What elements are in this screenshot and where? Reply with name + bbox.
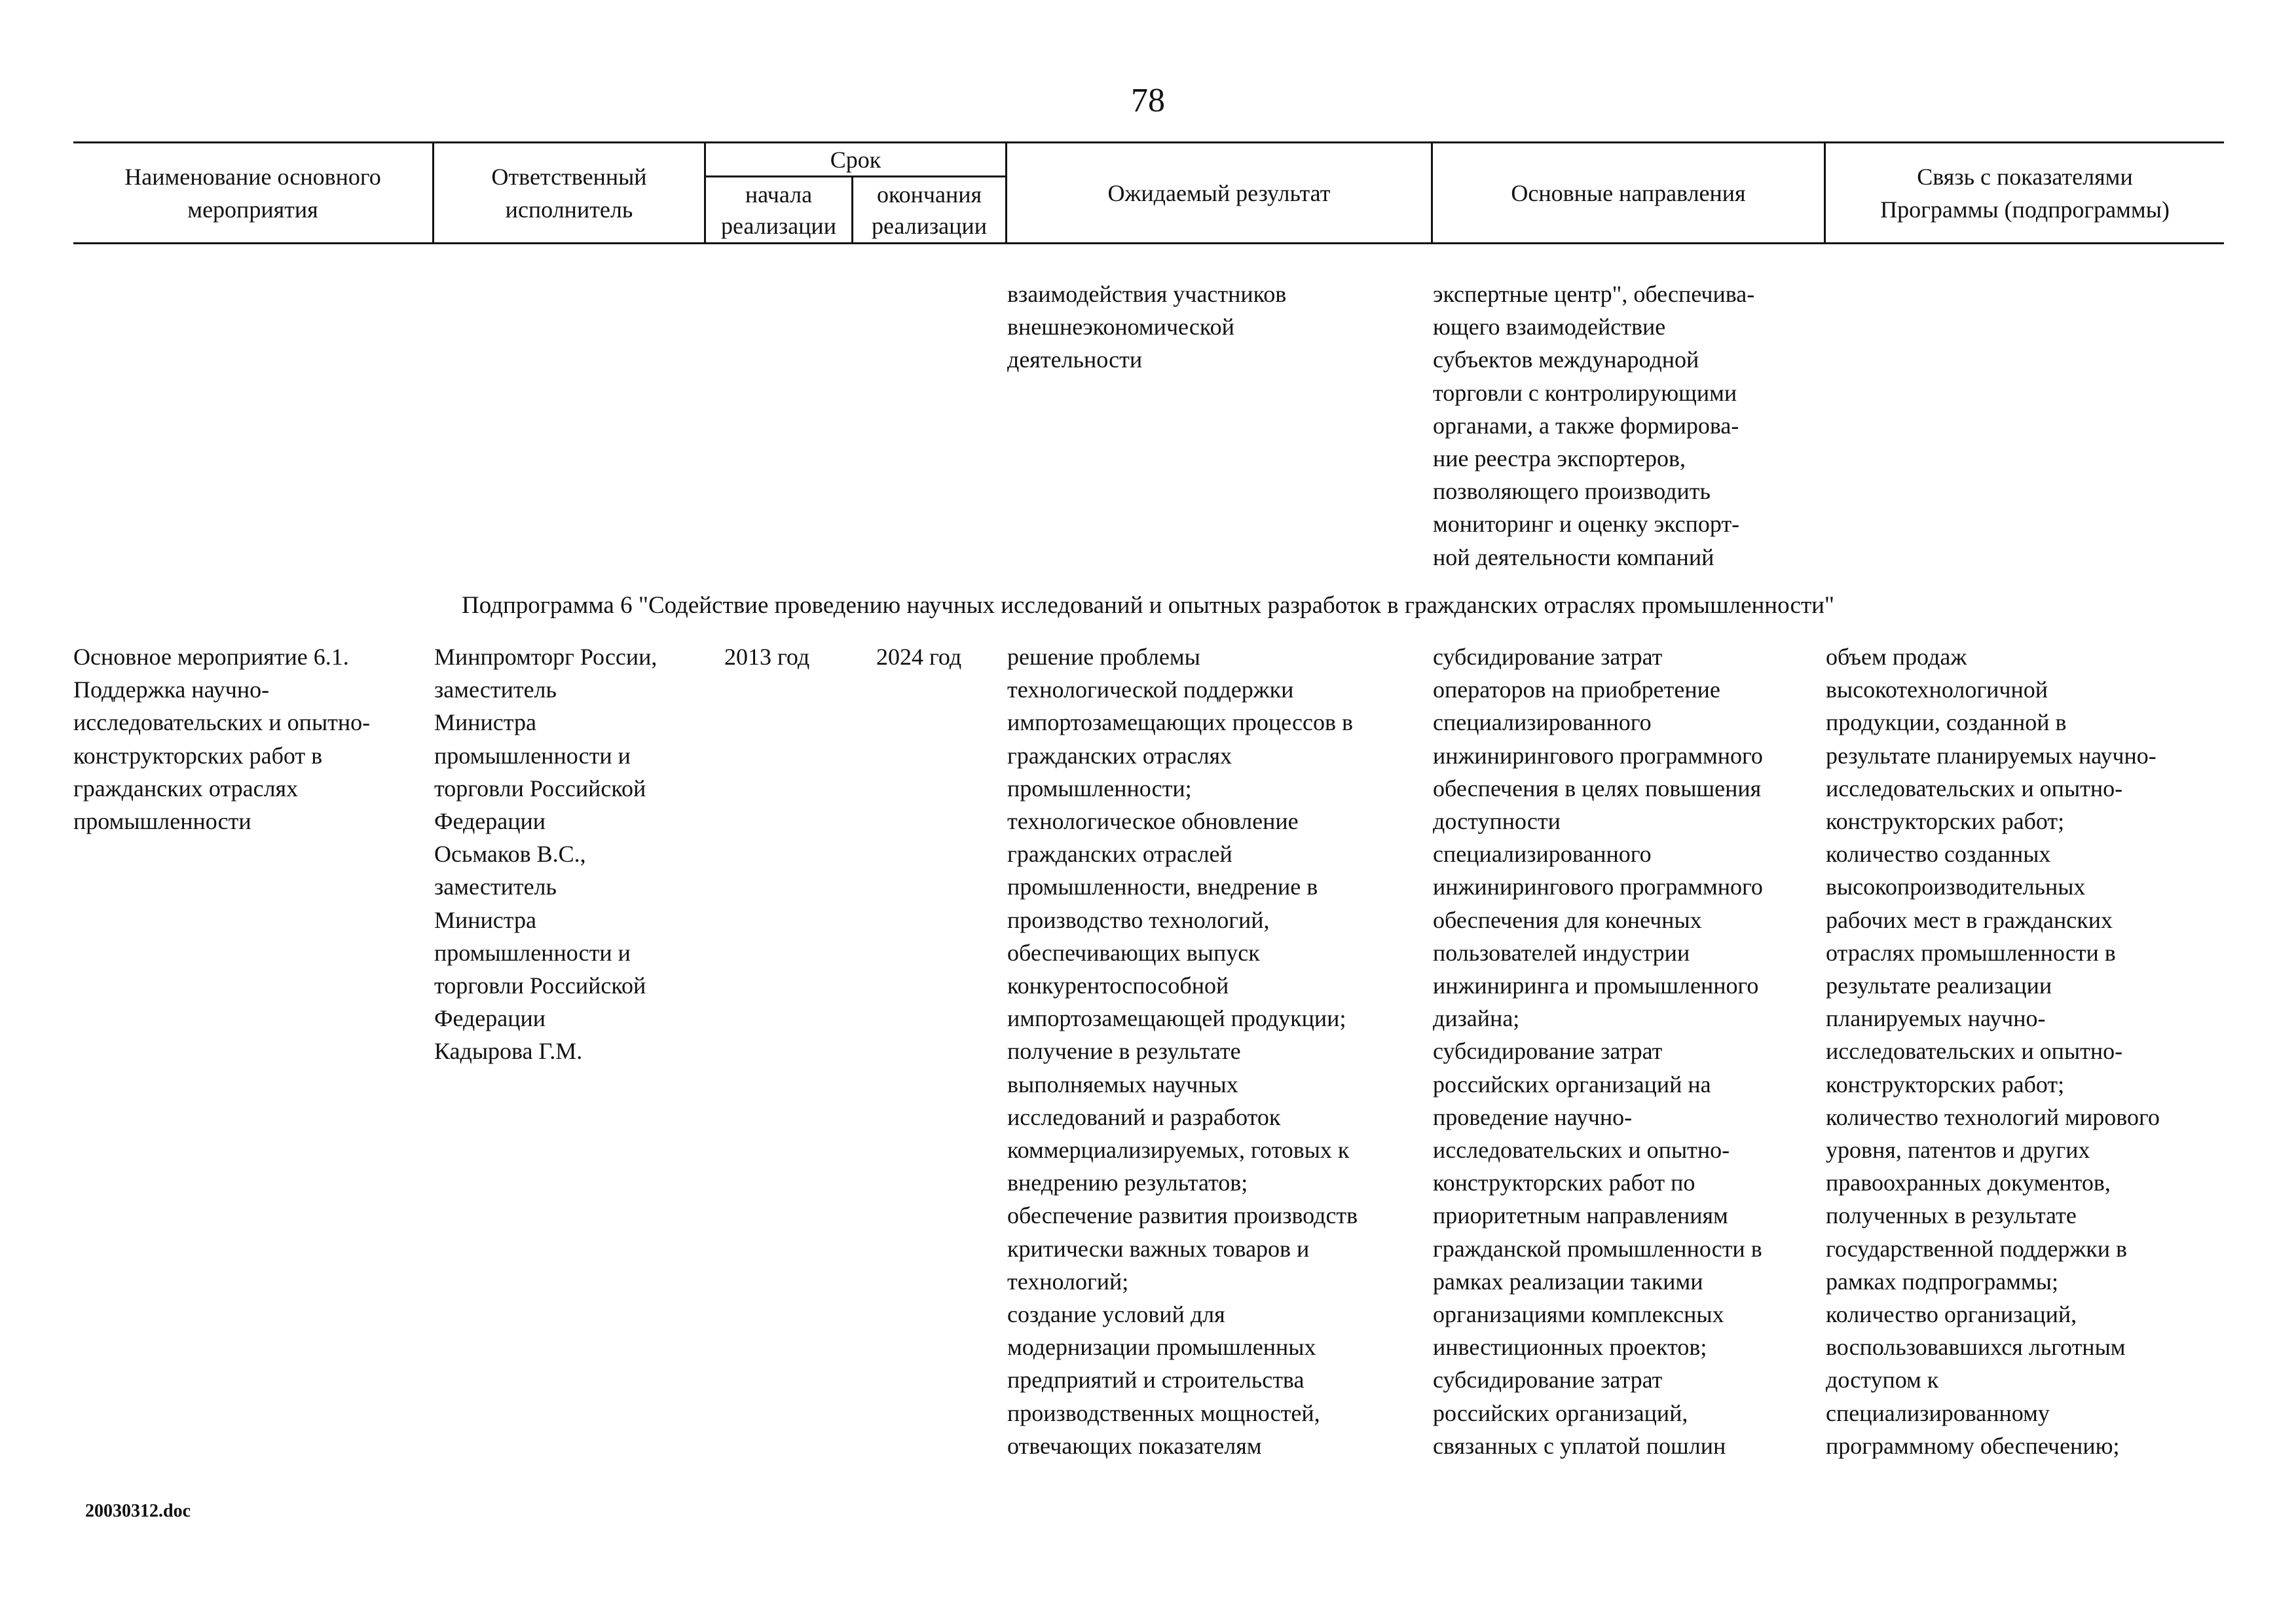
header-col-end [853, 177, 1005, 242]
header-col-start-text: начала реализации [721, 181, 836, 239]
header-col-end-text: окончания реализации [872, 181, 987, 239]
header-col-result-text: Ожидаемый результат [1107, 179, 1331, 206]
header-col-name-text: Наименование основного мероприятия [124, 163, 381, 223]
row-directions: субсидирование затрат операторов на приобретение специализированного инжинирингового программного обеспечения в целях повышения доступности специализированного инжинирингового программного обеспечения для конечных пользователей индустрии инжиниринга и промышленного дизайна; субсидирование затрат российских организаций на проведение научно- исследовательских и опытно- конструкторских работ по приоритетным направлениям гражданской промышленности в рамках реализации такими организациями комплексных инвестиционных проектов; субсидирование затрат российских организаций, связанных с уплатой пошлин [1433, 644, 1763, 1459]
row-start: 2013 год [724, 644, 810, 670]
header-col-name [73, 143, 432, 242]
header-col-responsible [434, 143, 704, 242]
continuation-result: взаимодействия участников внешнеэкономической деятельности [1007, 281, 1287, 373]
continuation-directions: экспертные центр", обеспечива- ющего взаимодействие субъектов международной торговли с контролирующими органами, а также формирова- ние реестра экспортеров, позволяющего производить мониторинг и оценку экспорт- ной деятельности компаний [1433, 281, 1755, 570]
subprogram-title: Подпрограмма 6 "Содействие проведению научных исследований и опытных разработок в гражданских отраслях промышленности" [461, 592, 1835, 619]
header-col-directions-text: Основные направления [1511, 179, 1746, 206]
header-col-start [706, 177, 851, 242]
row-end: 2024 год [876, 644, 962, 670]
header-bottom-rule [73, 242, 2224, 244]
page-number: 78 [1131, 82, 1165, 119]
header-col-responsible-text: Ответственный исполнитель [491, 163, 647, 223]
row-link: объем продаж высокотехнологичной продукции, созданной в результате планируемых научно- исследовательских и опытно- конструкторских работ; количество созданных высокопроизводительных рабочих мест в гражданских отраслях промышленности в результате реализации планируемых научно- исследовательских и опытно- конструкторских работ; количество технологий мирового уровня, патентов и других правоохранных документов, полученных в результате государственной поддержки в рамках подпрограммы; количество организаций, воспользовавшихся льготным доступом к специализированному программному обеспечению; [1826, 644, 2160, 1459]
row-result: решение проблемы технологической поддержки импортозамещающих процессов в гражданских отраслях промышленности; технологическое обновление гражданских отраслей промышленности, внедрение в производство технологий, обеспечивающих выпуск конкурентоспособной импортозамещающей продукции; получение в результате выполняемых научных исследований и разработок коммерциализируемых, готовых к внедрению результатов; обеспечение развития производств критически важных товаров и технологий; создание условий для модернизации промышленных предприятий и строительства производственных мощностей, отвечающих показателям [1007, 644, 1358, 1459]
header-col-link [1826, 143, 2224, 242]
row-responsible: Минпромторг России, заместитель Министра промышленности и торговли Российской Федерации Осьмаков В.С., заместитель Министра промышленности и торговли Российской Федерации Кадырова Г.М. [434, 644, 657, 1065]
header-col-result [1007, 143, 1431, 242]
row-name: Основное мероприятие 6.1. Поддержка научно- исследовательских и опытно- конструкторских работ в гражданских отраслях промышленности [73, 644, 371, 835]
header-col-term-text: Срок [830, 146, 881, 173]
header-col-link-text: Связь с показателями Программы (подпрограммы) [1880, 163, 2170, 223]
header-col-directions [1433, 143, 1824, 242]
document-id: 20030312.doc [85, 1501, 191, 1521]
header-col-term [706, 143, 1005, 175]
